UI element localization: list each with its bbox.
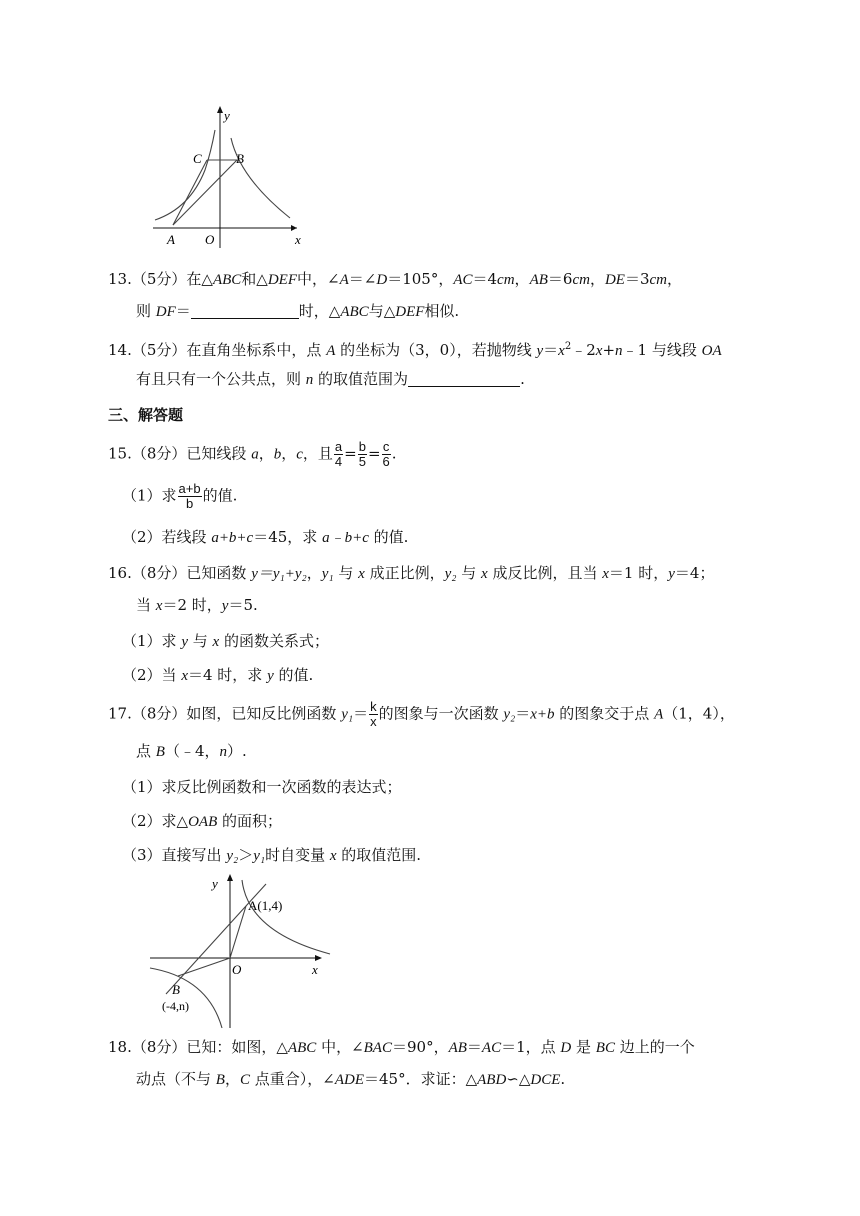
label-c: C [193,151,202,166]
fraction-b-5: $\frac{b}{5}$ [358,439,366,469]
hyperbola-q1 [242,880,330,954]
figure-q12 [145,100,315,250]
segment-ob [178,958,230,976]
q17-line2: 点 B（﹣4，n）. [136,742,247,760]
x-axis-arrow [291,225,297,231]
fraction-k-x: $\frac{k}{x}$ [370,699,377,729]
y-axis-arrow [227,874,233,881]
q14-line2: 有且只有一个公共点，则 n 的取值范围为 . [136,370,525,388]
answer-blank-14[interactable] [408,370,520,387]
x-axis-arrow [315,955,322,961]
section-heading: 三、解答题 [108,406,184,424]
q13-line2: 则 DF＝ 时，△ABC与△DEF相似. [136,302,460,320]
answer-blank-13[interactable] [191,302,299,319]
segment-ac [173,160,207,225]
right-curve [231,138,290,218]
y-axis-arrow [217,106,223,113]
label-a: A [167,232,175,247]
q14-line1: 14.（5分）在直角坐标系中，点 A 的坐标为（3，0），若抛物线 $y=x^2﹣2x+n﹣1$ 与线段 OA [108,341,722,359]
hyperbola-q3 [150,968,222,1028]
q17-part3: （3）直接写出 y₂＞y₁时自变量 x 的取值范围. [122,846,422,864]
q17-line1: 17.（8分）如图，已知反比例函数 y₁＝ $\frac{k}{x}$ 的图象与一次函数 y₂＝x+b 的图象交于点 A（1，4）， [108,699,735,729]
label-y: y [224,108,230,123]
label-b-coord: (-4,n) [162,999,189,1013]
label-o: O [205,232,215,247]
fraction-a-4: $\frac{a}{4}$ [334,439,343,469]
fraction-ab-b: $\frac{a+b}{b}$ [178,481,201,511]
q15-line1: 15.（8分）已知线段 a，b，c，且 $\frac{a}{4}$ = $\frac{b}{5}$ = $\frac{c}{6}$ . [108,439,397,469]
label-b: B [172,982,180,997]
label-o: O [232,962,242,977]
q16-line2: 当 x＝2 时，y＝5. [136,596,258,614]
q17-part2: （2）求△OAB 的面积； [122,812,283,830]
label-x: x [312,962,318,977]
label-a: A(1,4) [248,898,283,913]
q18-line1: 18.（8分）已知：如图，△ABC 中，∠BAC＝90°，AB＝AC＝1，点 D 是 BC 边上的一个 [108,1038,695,1056]
q15-part2: （2）若线段 a+b+c＝45，求 a﹣b+c 的值. [122,528,409,546]
figure-q17 [148,870,338,1030]
label-x: x [295,232,301,247]
fraction-c-6: $\frac{c}{6}$ [382,439,390,469]
left-curve [155,130,215,220]
q16-part2: （2）当 x＝4 时，求 y 的值. [122,666,314,684]
q13-line1: 13.（5分）在△ABC和△DEF中，∠A＝∠D＝105°，AC＝4cm，AB＝6cm，DE＝3cm， [108,270,683,288]
q15-part1: （1）求 $\frac{a+b}{b}$ 的值. [122,481,238,511]
segment-oa [230,906,246,958]
label-y: y [212,876,218,891]
q16-line1: 16.（8分）已知函数 y＝y₁+y₂，y₁ 与 x 成正比例，y₂ 与 x 成反比例，且当 x＝1 时，y＝4； [108,564,715,582]
q18-line2: 动点（不与 B，C 点重合），∠ADE＝45°．求证：△ABD∽△DCE. [136,1070,566,1088]
q16-part1: （1）求 y 与 x 的函数关系式； [122,632,329,650]
label-b: B [236,151,244,166]
q17-part1: （1）求反比例函数和一次函数的表达式； [122,778,402,796]
